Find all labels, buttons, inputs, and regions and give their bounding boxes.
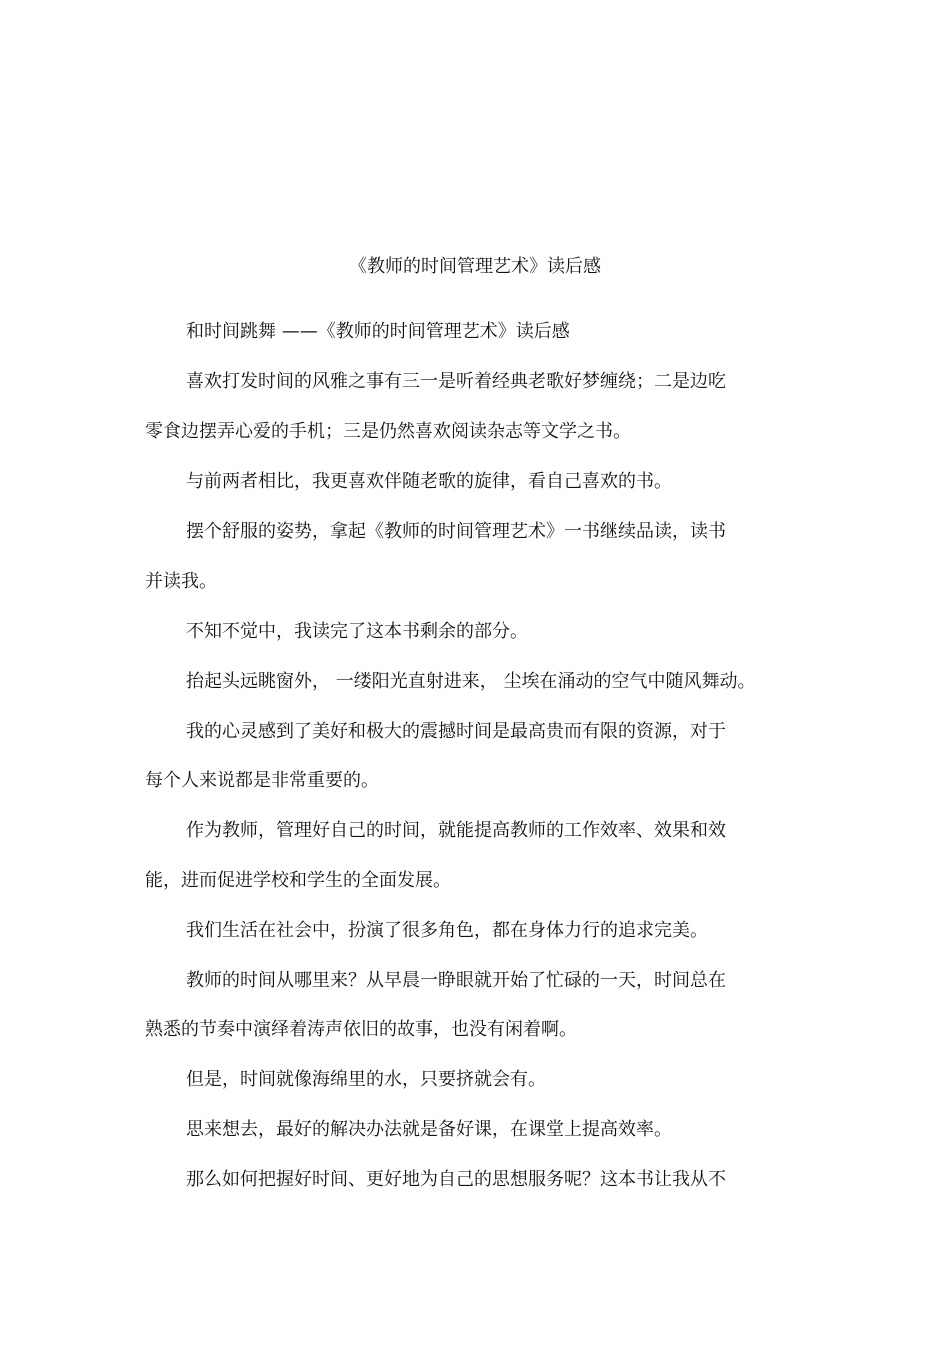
paragraph-line: 能，进而促进学校和学生的全面发展。 xyxy=(145,870,451,891)
paragraph-line: 与前两者相比，我更喜欢伴随老歌的旋律，看自己喜欢的书。 xyxy=(186,471,672,492)
document-title: 《教师的时间管理艺术》读后感 xyxy=(349,256,601,277)
paragraph-line: 零食边摆弄心爱的手机；三是仍然喜欢阅读杂志等文学之书。 xyxy=(145,421,631,442)
paragraph-line: 作为教师，管理好自己的时间，就能提高教师的工作效率、效果和效 xyxy=(186,820,726,841)
paragraph-line: 那么如何把握好时间、更好地为自己的思想服务呢？这本书让我从不 xyxy=(186,1169,726,1190)
paragraph-line: 喜欢打发时间的风雅之事有三一是听着经典老歌好梦缠绕；二是边吃 xyxy=(186,371,726,392)
paragraph-line: 我的心灵感到了美好和极大的震撼时间是最高贵而有限的资源，对于 xyxy=(186,721,726,742)
paragraph-line: 每个人来说都是非常重要的。 xyxy=(145,770,379,791)
paragraph-line: 思来想去，最好的解决办法就是备好课，在课堂上提高效率。 xyxy=(186,1119,672,1140)
subtitle-line: 和时间跳舞 ——《教师的时间管理艺术》读后感 xyxy=(186,321,570,342)
paragraph-line: 我们生活在社会中，扮演了很多角色，都在身体力行的追求完美。 xyxy=(186,920,708,941)
paragraph-line: 抬起头远眺窗外， 一缕阳光直射进来， 尘埃在涌动的空气中随风舞动。 xyxy=(186,671,756,692)
paragraph-line: 摆个舒服的姿势，拿起《教师的时间管理艺术》一书继续品读，读书 xyxy=(186,521,726,542)
paragraph-line: 熟悉的节奏中演绎着涛声依旧的故事，也没有闲着啊。 xyxy=(145,1019,577,1040)
paragraph-line: 并读我。 xyxy=(145,571,217,592)
paragraph-line: 但是，时间就像海绵里的水，只要挤就会有。 xyxy=(186,1069,546,1090)
paragraph-line: 不知不觉中，我读完了这本书剩余的部分。 xyxy=(186,621,528,642)
paragraph-line: 教师的时间从哪里来？从早晨一睁眼就开始了忙碌的一天，时间总在 xyxy=(186,970,726,991)
